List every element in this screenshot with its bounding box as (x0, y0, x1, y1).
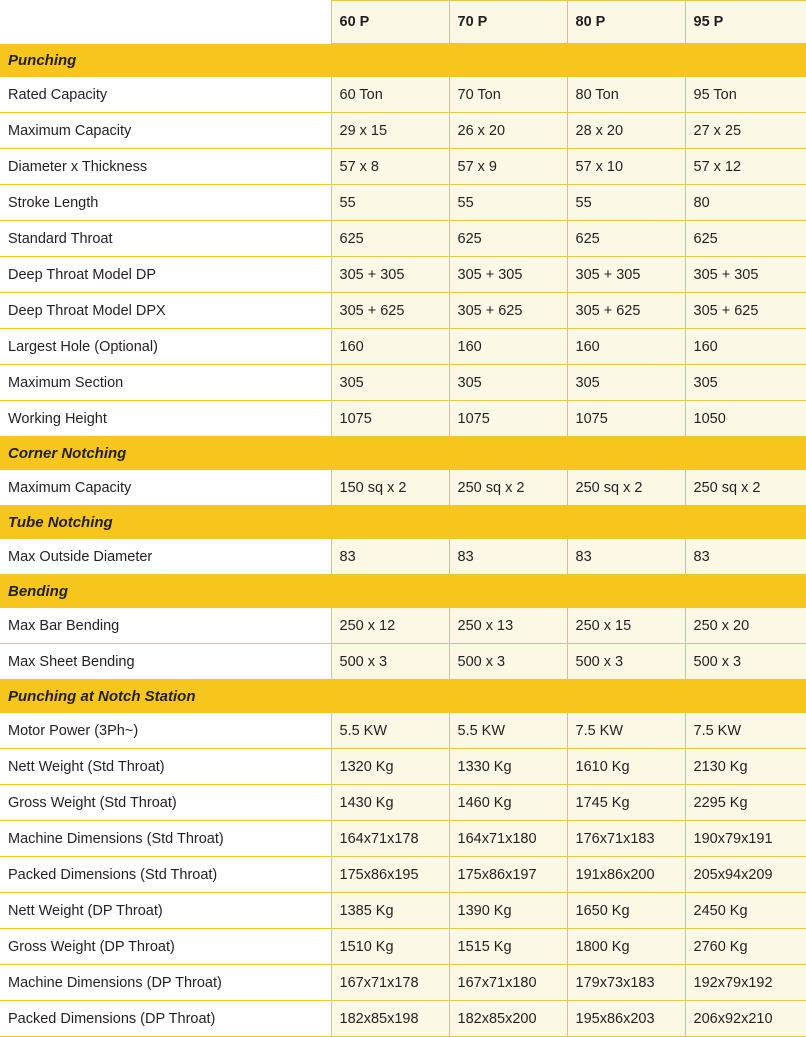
cell-value: 95 Ton (685, 77, 806, 113)
cell-value: 150 sq x 2 (331, 470, 449, 506)
table-row (0, 365, 806, 401)
cell-value: 205x94x209 (685, 857, 806, 893)
table-row (0, 608, 806, 644)
cell-value: 83 (449, 539, 567, 575)
cell-value: 160 (449, 329, 567, 365)
cell-value: 625 (567, 221, 685, 257)
cell-value: 625 (331, 221, 449, 257)
row-label: Machine Dimensions (Std Throat) (0, 821, 331, 857)
cell-value: 305 + 625 (331, 293, 449, 329)
cell-value: 57 x 9 (449, 149, 567, 185)
cell-value: 1075 (567, 401, 685, 437)
cell-value: 160 (685, 329, 806, 365)
table-row (0, 113, 806, 149)
cell-value: 1745 Kg (567, 785, 685, 821)
cell-value: 1320 Kg (331, 749, 449, 785)
cell-value: 305 (449, 365, 567, 401)
cell-value: 55 (567, 185, 685, 221)
table-row (0, 857, 806, 893)
cell-value: 195x86x203 (567, 1001, 685, 1037)
row-label: Max Outside Diameter (0, 539, 331, 575)
table-row (0, 293, 806, 329)
cell-value: 2130 Kg (685, 749, 806, 785)
section-title: Punching at Notch Station (0, 680, 806, 714)
table-row (0, 965, 806, 1001)
cell-value: 80 (685, 185, 806, 221)
section-title: Bending (0, 575, 806, 609)
table-row (0, 539, 806, 575)
cell-value: 500 x 3 (331, 644, 449, 680)
cell-value: 500 x 3 (449, 644, 567, 680)
cell-value: 1650 Kg (567, 893, 685, 929)
cell-value: 167x71x180 (449, 965, 567, 1001)
cell-value: 305 + 305 (567, 257, 685, 293)
row-label: Maximum Capacity (0, 113, 331, 149)
row-label: Working Height (0, 401, 331, 437)
cell-value: 206x92x210 (685, 1001, 806, 1037)
row-label: Machine Dimensions (DP Throat) (0, 965, 331, 1001)
section-title: Punching (0, 44, 806, 78)
section-header-row (0, 437, 806, 471)
header-blank-cell (0, 1, 331, 44)
table-row (0, 149, 806, 185)
cell-value: 1510 Kg (331, 929, 449, 965)
cell-value: 305 + 625 (567, 293, 685, 329)
cell-value: 1390 Kg (449, 893, 567, 929)
row-label: Diameter x Thickness (0, 149, 331, 185)
cell-value: 80 Ton (567, 77, 685, 113)
row-label: Gross Weight (DP Throat) (0, 929, 331, 965)
cell-value: 2295 Kg (685, 785, 806, 821)
row-label: Nett Weight (DP Throat) (0, 893, 331, 929)
section-header-row (0, 44, 806, 78)
cell-value: 305 (331, 365, 449, 401)
cell-value: 250 x 12 (331, 608, 449, 644)
row-label: Deep Throat Model DP (0, 257, 331, 293)
table-row (0, 713, 806, 749)
cell-value: 175x86x197 (449, 857, 567, 893)
table-header-row (0, 1, 806, 44)
cell-value: 164x71x180 (449, 821, 567, 857)
row-label: Gross Weight (Std Throat) (0, 785, 331, 821)
table-row (0, 221, 806, 257)
cell-value: 7.5 KW (567, 713, 685, 749)
cell-value: 191x86x200 (567, 857, 685, 893)
cell-value: 167x71x178 (331, 965, 449, 1001)
table-row (0, 929, 806, 965)
cell-value: 305 + 625 (685, 293, 806, 329)
table-row (0, 401, 806, 437)
table-row (0, 185, 806, 221)
row-label: Largest Hole (Optional) (0, 329, 331, 365)
cell-value: 305 + 625 (449, 293, 567, 329)
cell-value: 305 (685, 365, 806, 401)
cell-value: 250 sq x 2 (685, 470, 806, 506)
cell-value: 176x71x183 (567, 821, 685, 857)
column-header-1: 60 P (331, 1, 449, 44)
row-label: Packed Dimensions (DP Throat) (0, 1001, 331, 1037)
cell-value: 29 x 15 (331, 113, 449, 149)
cell-value: 305 (567, 365, 685, 401)
cell-value: 160 (331, 329, 449, 365)
table-row (0, 470, 806, 506)
cell-value: 190x79x191 (685, 821, 806, 857)
cell-value: 625 (685, 221, 806, 257)
section-header-row (0, 506, 806, 540)
cell-value: 70 Ton (449, 77, 567, 113)
row-label: Motor Power (3Ph~) (0, 713, 331, 749)
section-header-row (0, 575, 806, 609)
row-label: Max Sheet Bending (0, 644, 331, 680)
row-label: Max Bar Bending (0, 608, 331, 644)
row-label: Standard Throat (0, 221, 331, 257)
cell-value: 2450 Kg (685, 893, 806, 929)
cell-value: 179x73x183 (567, 965, 685, 1001)
row-label: Packed Dimensions (Std Throat) (0, 857, 331, 893)
cell-value: 57 x 8 (331, 149, 449, 185)
section-title: Corner Notching (0, 437, 806, 471)
table-row (0, 749, 806, 785)
table-row (0, 329, 806, 365)
cell-value: 250 x 15 (567, 608, 685, 644)
cell-value: 7.5 KW (685, 713, 806, 749)
row-label: Nett Weight (Std Throat) (0, 749, 331, 785)
cell-value: 83 (331, 539, 449, 575)
cell-value: 250 sq x 2 (449, 470, 567, 506)
table-row (0, 785, 806, 821)
cell-value: 83 (685, 539, 806, 575)
cell-value: 1075 (331, 401, 449, 437)
row-label: Maximum Section (0, 365, 331, 401)
column-header-2: 70 P (449, 1, 567, 44)
table-row (0, 1001, 806, 1037)
column-header-4: 95 P (685, 1, 806, 44)
cell-value: 55 (331, 185, 449, 221)
cell-value: 26 x 20 (449, 113, 567, 149)
cell-value: 250 x 13 (449, 608, 567, 644)
column-header-3: 80 P (567, 1, 685, 44)
cell-value: 28 x 20 (567, 113, 685, 149)
cell-value: 27 x 25 (685, 113, 806, 149)
row-label: Rated Capacity (0, 77, 331, 113)
table-row (0, 893, 806, 929)
cell-value: 1075 (449, 401, 567, 437)
cell-value: 192x79x192 (685, 965, 806, 1001)
cell-value: 500 x 3 (567, 644, 685, 680)
cell-value: 305 + 305 (685, 257, 806, 293)
table-row (0, 821, 806, 857)
cell-value: 57 x 12 (685, 149, 806, 185)
cell-value: 164x71x178 (331, 821, 449, 857)
cell-value: 625 (449, 221, 567, 257)
cell-value: 1050 (685, 401, 806, 437)
cell-value: 250 sq x 2 (567, 470, 685, 506)
cell-value: 1330 Kg (449, 749, 567, 785)
cell-value: 305 + 305 (331, 257, 449, 293)
row-label: Deep Throat Model DPX (0, 293, 331, 329)
cell-value: 57 x 10 (567, 149, 685, 185)
cell-value: 1800 Kg (567, 929, 685, 965)
section-header-row (0, 680, 806, 714)
table-row (0, 77, 806, 113)
cell-value: 182x85x200 (449, 1001, 567, 1037)
cell-value: 83 (567, 539, 685, 575)
cell-value: 5.5 KW (449, 713, 567, 749)
section-title: Tube Notching (0, 506, 806, 540)
cell-value: 500 x 3 (685, 644, 806, 680)
cell-value: 60 Ton (331, 77, 449, 113)
cell-value: 5.5 KW (331, 713, 449, 749)
cell-value: 160 (567, 329, 685, 365)
cell-value: 55 (449, 185, 567, 221)
cell-value: 2760 Kg (685, 929, 806, 965)
cell-value: 250 x 20 (685, 608, 806, 644)
cell-value: 1385 Kg (331, 893, 449, 929)
row-label: Maximum Capacity (0, 470, 331, 506)
cell-value: 1460 Kg (449, 785, 567, 821)
cell-value: 1610 Kg (567, 749, 685, 785)
table-row (0, 644, 806, 680)
cell-value: 1430 Kg (331, 785, 449, 821)
cell-value: 182x85x198 (331, 1001, 449, 1037)
cell-value: 305 + 305 (449, 257, 567, 293)
cell-value: 175x86x195 (331, 857, 449, 893)
cell-value: 1515 Kg (449, 929, 567, 965)
table-row (0, 257, 806, 293)
row-label: Stroke Length (0, 185, 331, 221)
